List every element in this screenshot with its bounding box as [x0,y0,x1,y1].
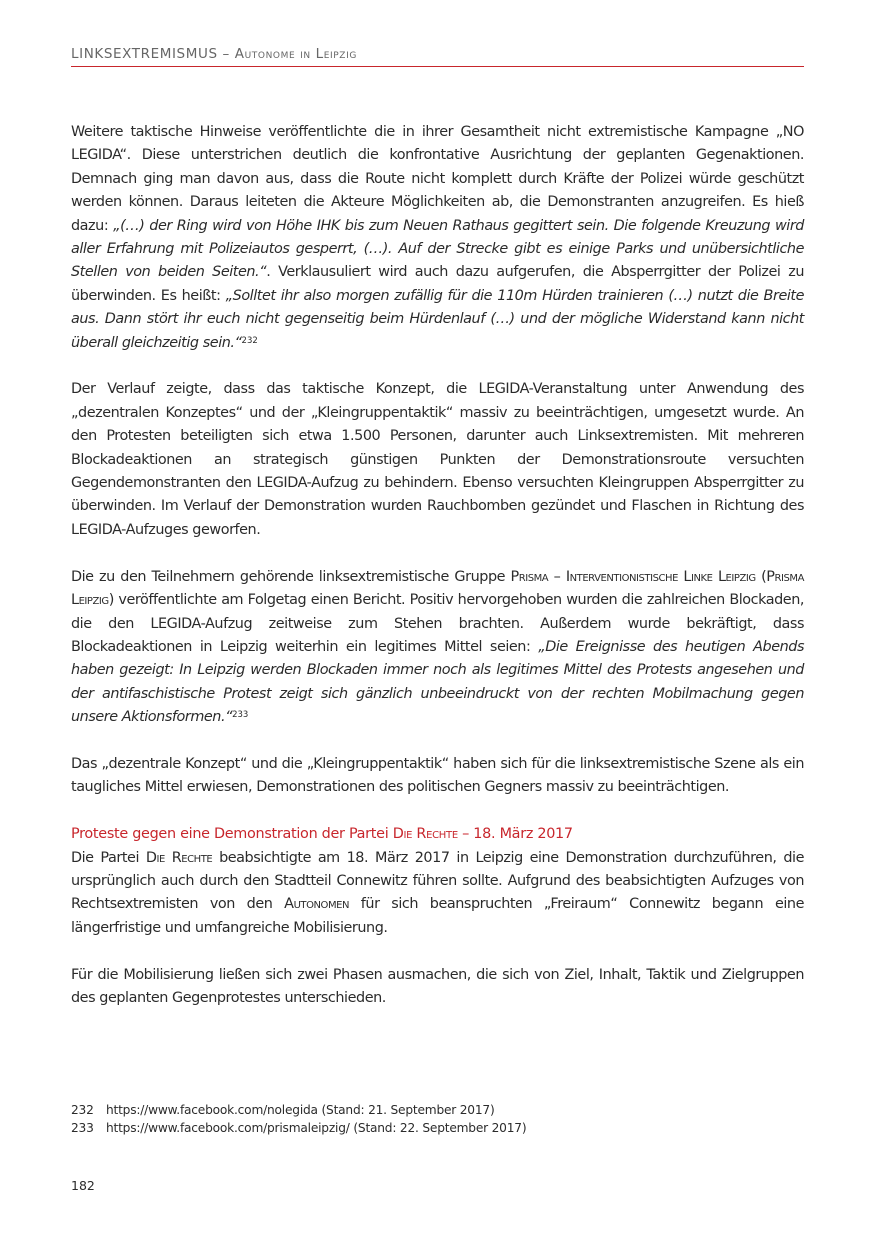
page-number: 182 [71,1178,95,1193]
footnote-link[interactable]: https://www.facebook.com/prismaleipzig/ (Stand: 22. September 2017) [106,1121,527,1135]
paragraph-3-quote: „Die Ereignisse des heutigen Abends haben gezeigt: In Leipzig werden Blockaden immer noch als legitimes Mittel des Protests angesehen und der antifaschistische Protest zeigt sich gänzlich unbeeindruckt von der rechten Mobilmachung gegen unsere Aktionsformen.“ [71,638,804,726]
group-name-prisma-short: Prisma Leipzig [71,568,804,609]
footnote-ref-233[interactable]: 233 [232,710,249,721]
paragraph-5-text-b: beabsichtigte am 18. März 2017 in Leipzig eine Demonstration durchzuführen, die ursprünglich auch durch den Stadtteil Connewitz führen sollte. Aufgrund des beabsichtigten Aufzuges von Rechtsextremisten von den [71,849,804,913]
paragraph-3-text-b: ( [755,568,767,585]
paragraph-1-quote-2: „Solltet ihr also morgen zufällig für die 110m Hürden trainieren (…) nutzt die Breite aus. Dann stört ihr euch nicht gegenseitig beim Hürdenlauf (…) und der mögliche Widerstand kann nicht überall gleichzeitig sein.“ [71,287,804,351]
paragraph-3-text-c: ) veröffentlichte am Folgetag einen Bericht. Positiv hervorgehoben wurden die zahlreichen Blockaden, die den LEGIDA-Aufzug zeitweise zum Stehen brachten. Außerdem wurde bekräftigt, dass Blockadeaktionen in Leipzig weiterhin ein legitimes Mittel seien: [71,592,804,655]
footnote-ref-232[interactable]: 232 [241,335,258,346]
section-heading-text-a: Proteste gegen eine Demonstration der Partei [71,826,393,843]
party-name: Die Rechte [145,849,213,866]
paragraph-1-quote-1: „(…) der Ring wird von Höhe IHK bis zum Neuen Rathaus gegittert sein. Die folgende Kreuzung wird aller Erfahrung mit Polizeiautos gesperrt, (…). Auf der Strecke gibt es einige Parks und unübersichtliche Stellen von beiden Seiten.“ [71,217,804,281]
footnotes [71,1101,526,1137]
paragraph-3-text-a: Die zu den Teilnehmern gehörende linksextremistische Gruppe [71,568,511,585]
footnote-number: 232 [71,1103,94,1117]
paragraph-3 [71,566,804,730]
paragraph-4: Das „dezentrale Konzept“ und die „Kleingruppentaktik“ haben sich für die linksextremistische Szene als ein taugliches Mittel erwiesen, Demonstrationen des politischen Gegners massiv zu beeinträchtigen. [71,755,804,796]
header-main: LINKSEXTREMISMUS [71,46,218,62]
header-sub-leipzig: in Leipzig [295,46,357,62]
section-heading-date: – 18. März 2017 [457,826,573,843]
autonome-term: Autonomen [284,896,350,913]
section-heading-party: Die Rechte [392,826,458,843]
group-name-prisma: Prisma – Interventionistische Linke Leipzig [510,568,756,585]
paragraph-5-text-c: für sich beanspruchten „Freiraum“ Connewitz begann eine längerfristige und umfangreiche Mobilisierung. [71,896,804,936]
paragraph-5-text-a: Die Partei [71,849,146,866]
main-content [71,121,804,1010]
paragraph-2: Der Verlauf zeigte, dass das taktische Konzept, die LEGIDA-Veranstaltung unter Anwendung des „dezentralen Konzeptes“ und der „Kleingruppentaktik“ massiv zu beeinträchtigen, umgesetzt wurde. An den Protesten beteiligten sich etwa 1.500 Personen, darunter auch Linksextremisten. Mit mehreren Blockadeaktionen an strategisch günstigen Punkten der Demonstrationsroute versuchten Gegendemonstranten den LEGIDA-Aufzug zu behindern. Ebenso versuchten Kleingruppen Absperrgitter zu überwinden. Im Verlauf der Demonstration wurden Rauchbomben gezündet und Flaschen in Richtung des LEGIDA-Aufzuges geworfen. [71,381,804,538]
header-dash: – [217,46,235,62]
footnote-233 [71,1119,526,1137]
paragraph-1 [71,121,804,355]
footnote-link[interactable]: https://www.facebook.com/nolegida (Stand: 21. September 2017) [106,1103,495,1117]
header-sub-autonome: Autonome [234,46,296,62]
running-header-text [71,46,357,62]
footnote-232 [71,1101,526,1119]
paragraph-5 [71,847,804,941]
section-heading [71,823,804,846]
paragraph-1-text-c: . Verklausuliert wird auch dazu aufgerufen, die Absperrgitter der Polizei zu überwinden. Es heißt: [71,264,804,304]
paragraph-6: Für die Mobilisierung ließen sich zwei Phasen ausmachen, die sich von Ziel, Inhalt, Taktik und Zielgruppen des geplanten Gegenprotestes unterschieden. [71,966,804,1006]
footnote-number: 233 [71,1121,94,1135]
paragraph-1-text-a: Weitere taktische Hinweise veröffentlichte die in ihrer Gesamtheit nicht extremistische Kampagne „NO LEGIDA“. Diese unterstrichen deutlich die konfrontative Ausrichtung der geplanten Gegenaktionen. Demnach ging man davon aus, dass die Route nicht komplett durch Kräfte der Polizei würde geschützt werden können. Daraus leiteten die Akteure Möglichkeiten ab, die Demonstranten anzugreifen. Es hieß dazu: [71,124,804,234]
running-header [71,46,804,67]
